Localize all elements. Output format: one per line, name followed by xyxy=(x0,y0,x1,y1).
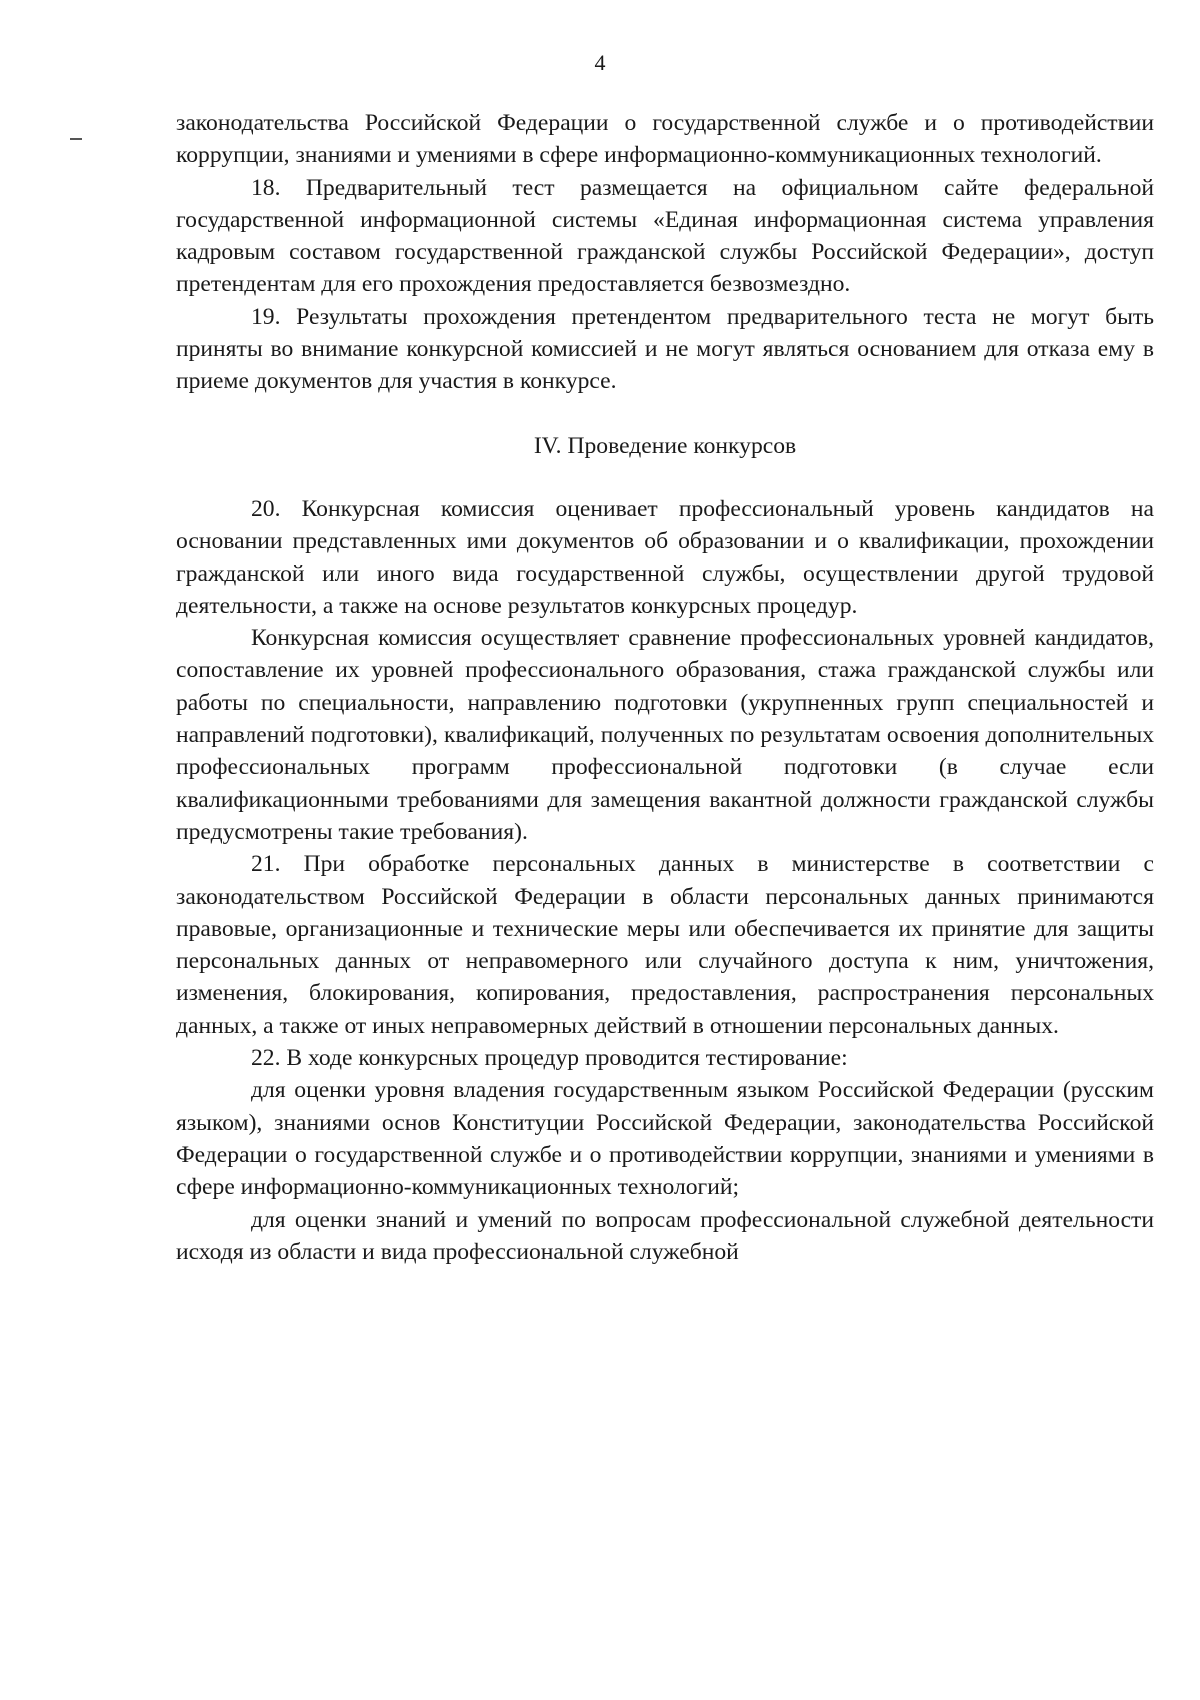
paragraph-21: 21. При обработке персональных данных в министерстве в соответствии с законодательством Российской Федерации в области персональных данных принимаются правовые, организационные и технические меры или обеспечивается их принятие для защиты персональных данных от неправомерного или случайного доступа к ним, уничтожения, изменения, блокирования, копирования, предоставления, распространения персональных данных, а также от иных неправомерных действий в отношении персональных данных. xyxy=(176,851,1154,1039)
paragraph-continuation: законодательства Российской Федерации о государственной службе и о противодействии коррупции, знаниями и умениями в сфере информационно-коммуникационных технологий. xyxy=(176,110,1154,169)
page-number: 4 xyxy=(594,50,606,75)
margin-mark xyxy=(70,138,82,140)
paragraph-18: 18. Предварительный тест размещается на официальном сайте федеральной государственной информационной системы «Единая информационная система управления кадровым составом государственной гражданской службы Российской Федерации», доступ претендентам для его прохождения предоставляется безвозмездно. xyxy=(176,174,1154,298)
paragraph-22-language-test: для оценки уровня владения государственным языком Российской Федерации (русским языком), знаниями основ Конституции Российской Федерации, законодательства Российской Федерации о государственной службе и о противодействии коррупции, знаниями и умениями в сфере информационно-коммуникационных технологий; xyxy=(176,1077,1154,1201)
section-heading: IV. Проведение конкурсов xyxy=(533,432,797,459)
document-body xyxy=(176,107,1154,1268)
paragraph-19: 19. Результаты прохождения претендентом предварительного теста не могут быть приняты во внимание конкурсной комиссией и не могут являться основанием для отказа ему в приеме документов для участия в конкурсе. xyxy=(176,303,1154,395)
paragraph-22-professional-test: для оценки знаний и умений по вопросам профессиональной служебной деятельности исходя из области и вида профессиональной служебной xyxy=(176,1206,1154,1265)
paragraph-22: 22. В ходе конкурсных процедур проводится тестирование: xyxy=(251,1045,848,1072)
paragraph-20-comparison: Конкурсная комиссия осуществляет сравнение профессиональных уровней кандидатов, сопоставление их уровней профессионального образования, стажа гражданской службы или работы по специальности, направлению подготовки (укрупненных групп специальностей и направлений подготовки), квалификаций, полученных по результатам освоения дополнительных профессиональных программ профессиональной подготовки (в случае если квалификационными требованиями для замещения вакантной должности гражданской службы предусмотрены такие требования). xyxy=(176,625,1154,845)
paragraph-20: 20. Конкурсная комиссия оценивает профессиональный уровень кандидатов на основании представленных ими документов об образовании и о квалификации, прохождении гражданской или иного вида государственной службы, осуществлении другой трудовой деятельности, а также на основе результатов конкурсных процедур. xyxy=(176,495,1154,619)
